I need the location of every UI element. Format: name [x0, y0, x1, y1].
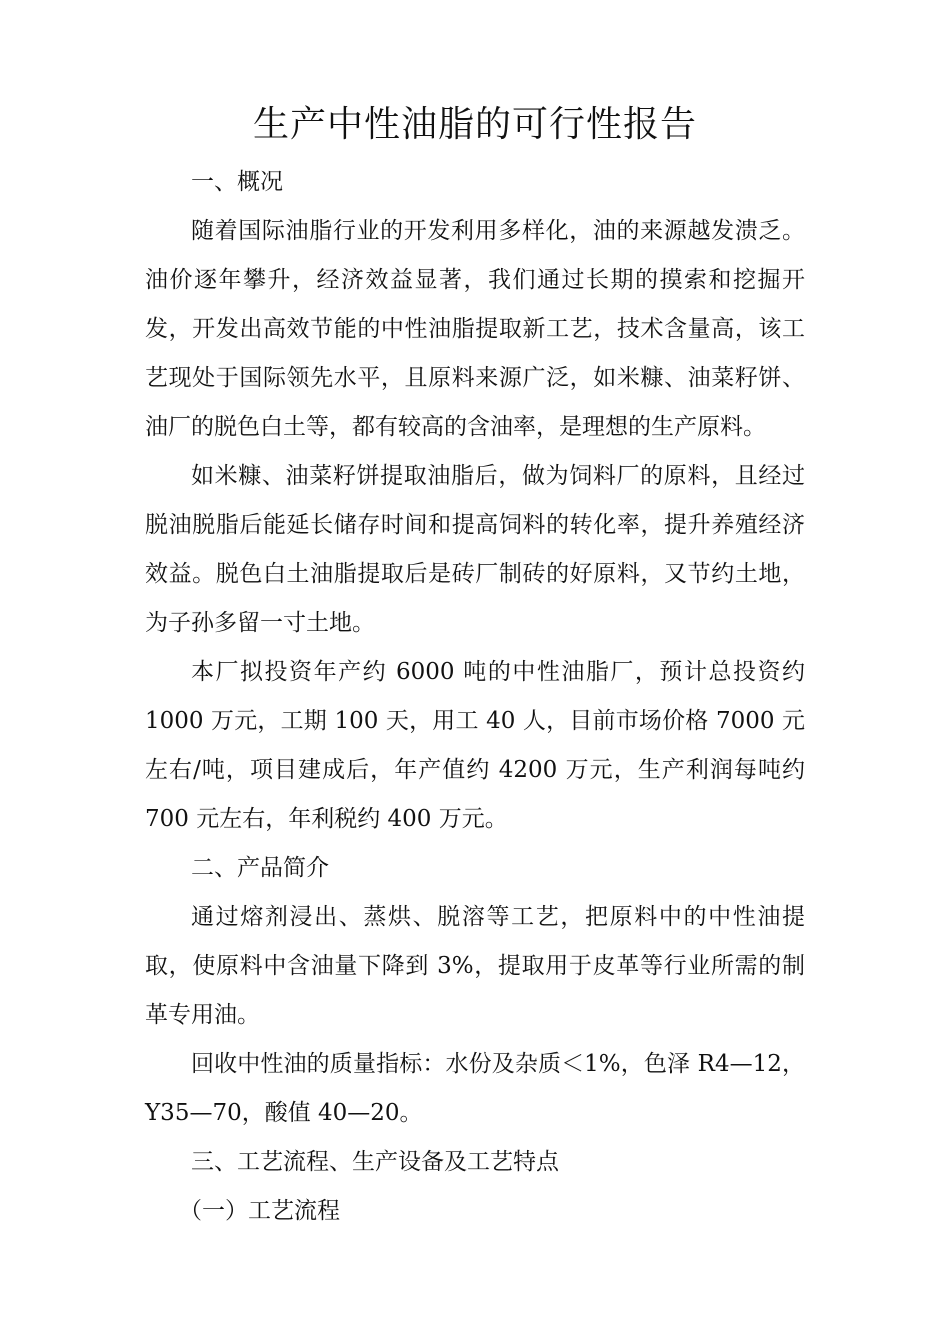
- document-page: [145, 92, 805, 1236]
- section2-paragraph-1: 通过熔剂浸出、蒸烘、脱溶等工艺，把原料中的中性油提取，使原料中含油量下降到 3%，提取用于皮革等行业所需的制革专用油。: [145, 904, 805, 1028]
- section2-heading: 二、产品简介: [191, 855, 329, 881]
- section1-heading: 一、概况: [191, 169, 283, 195]
- section1-paragraph-1: 随着国际油脂行业的开发利用多样化，油的来源越发溃乏。油价逐年攀升，经济效益显著，我们通过长期的摸索和挖掘开发，开发出高效节能的中性油脂提取新工艺，技术含量高，该工艺现处于国际领先水平，且原料来源广泛，如米糠、油菜籽饼、油厂的脱色白土等，都有较高的含油率，是理想的生产原料。: [145, 218, 805, 440]
- section3-subheading: （一）工艺流程: [179, 1198, 340, 1224]
- document-title: 生产中性油脂的可行性报告: [252, 104, 697, 145]
- section1-paragraph-2: 如米糠、油菜籽饼提取油脂后，做为饲料厂的原料，且经过脱油脱脂后能延长储存时间和提高饲料的转化率，提升养殖经济效益。脱色白土油脂提取后是砖厂制砖的好原料，又节约土地，为子孙多留一寸土地。: [145, 463, 805, 636]
- section1-paragraph-3: 本厂拟投资年产约 6000 吨的中性油脂厂，预计总投资约 1000 万元，工期 100 天，用工 40 人，目前市场价格 7000 元左右/吨，项目建成后，年产值约 4200 万元，生产利润每吨约 700 元左右，年利税约 400 万元。: [145, 659, 805, 832]
- section2-paragraph-2: 回收中性油的质量指标：水份及杂质＜1%，色泽 R4—12，Y35—70，酸值 40—20。: [145, 1051, 805, 1126]
- section3-heading: 三、工艺流程、生产设备及工艺特点: [191, 1149, 559, 1175]
